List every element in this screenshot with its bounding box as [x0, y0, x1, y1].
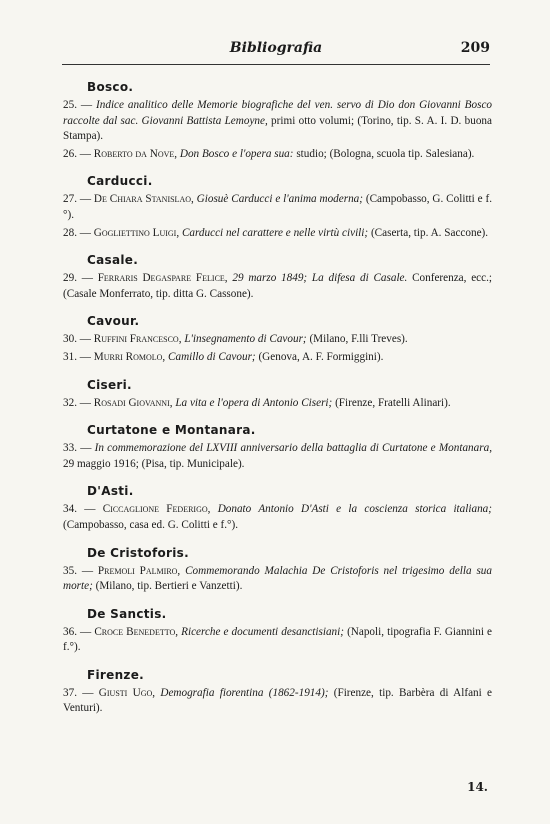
entry-publication: (Campobasso, casa ed. G. Colitti e f.°).	[63, 518, 239, 531]
entry-title: Donato Antonio D'Asti e la coscienza storica italiana;	[210, 503, 492, 516]
bibliography-entry: 34. — Ciccaglione Federigo, Donato Antonio D'Asti e la coscienza storica italiana; (Campobasso, casa ed. G. Colitti e f.°).	[63, 503, 492, 531]
entry-title: Ricerche e documenti desanctisiani;	[178, 625, 344, 638]
section-heading: Cavour.	[87, 314, 140, 329]
entry-publication: (Genova, A. F. Formiggini).	[255, 350, 384, 363]
entry-number: 31.	[63, 350, 77, 363]
entry-publication: studio; (Bologna, scuola tip. Salesiana).	[293, 147, 475, 160]
section-heading: De Sanctis.	[87, 606, 167, 621]
bibliography-list	[63, 80, 492, 729]
bibliography-entry: 25. — Indice analitico delle Memorie biografiche del ven. servo di Dio don Giovanni Bosco raccolte dal sac. Giovanni Battista Lemoyne, primi otto volumi; (Torino, tip. S. A. I. D. buona Stampa).	[63, 99, 493, 143]
entry-title: In commemorazione del LXVIII anniversario della battaglia di Curtatone e Montanara,	[94, 442, 492, 455]
entry-author: Gogliettino Luigi,	[93, 226, 180, 239]
entry-publication: (Napoli, tipografia F. Giannini e f.°).	[63, 625, 493, 654]
entry-title: Carducci nel carattere e nelle virtù civili;	[179, 226, 369, 239]
entry-publication: (Firenze, tip. Barbèra di Alfani e Venturi).	[63, 686, 493, 715]
entry-title: 29 marzo 1849; La difesa di Casale.	[227, 272, 408, 285]
bibliography-entry: 37. — Giusti Ugo, Demografia fiorentina (1862-1914); (Firenze, tip. Barbèra di Alfani e Venturi).	[63, 686, 493, 715]
entry-number: 35.	[63, 564, 77, 577]
entry-author: Rosadi Giovanni,	[93, 396, 173, 409]
section-heading: D'Asti.	[87, 484, 134, 499]
signature-mark: 14.	[467, 780, 488, 794]
entry-publication: (Campobasso, G. Colitti e f.°).	[63, 193, 493, 221]
section-heading: Bosco.	[87, 80, 134, 94]
entry-number: 30.	[63, 333, 77, 346]
page-header	[62, 40, 490, 60]
entry-number: 36.	[63, 625, 77, 638]
entry-title: Demografia fiorentina (1862-1914);	[155, 686, 329, 699]
entry-publication: Conferenza, ecc.; (Casale Monferrato, tip. ditta G. Cassone).	[63, 272, 493, 300]
entry-title: Camillo di Cavour;	[165, 350, 256, 363]
entry-number: 28.	[63, 226, 77, 239]
entry-title: Don Bosco e l'opera sua:	[177, 147, 294, 160]
entry-author: Croce Benedetto,	[94, 625, 179, 638]
section-heading: Ciseri.	[87, 377, 132, 392]
entry-author: Roberto da Nove,	[93, 147, 178, 160]
section-heading: Casale.	[87, 253, 139, 268]
running-title: Bibliografia	[229, 40, 323, 56]
entry-author: De Chiara Stanislao,	[93, 193, 194, 206]
entry-title: Commemorando Malachia De Cristoforis nel trigesimo della sua morte;	[63, 564, 492, 593]
entry-number: 25.	[63, 99, 77, 111]
entry-number: 29.	[63, 272, 77, 285]
entry-publication: (Caserta, tip. A. Saccone).	[368, 226, 489, 239]
entry-author: Ruffini Francesco,	[93, 333, 182, 346]
bibliography-entry: 28. — Gogliettino Luigi, Carducci nel carattere e nelle virtù civili; (Caserta, tip. A. Saccone).	[63, 226, 489, 239]
entry-author: Ferraris Degaspare Felice,	[97, 272, 228, 285]
entry-author: Premoli Palmiro,	[97, 564, 181, 577]
entry-publication: (Firenze, Fratelli Alinari).	[332, 396, 451, 409]
bibliography-entry: 30. — Ruffini Francesco, L'insegnamento di Cavour; (Milano, F.lli Treves).	[63, 333, 408, 346]
entry-number: 34.	[63, 503, 77, 516]
entry-publication: (Milano, F.lli Treves).	[306, 333, 408, 346]
header-rule	[62, 64, 490, 65]
section-heading: Curtatone e Montanara.	[87, 423, 256, 438]
bibliography-entry: 31. — Murri Romolo, Camillo di Cavour; (Genova, A. F. Formiggini).	[63, 350, 384, 363]
bibliography-entry: 29. — Ferraris Degaspare Felice, 29 marzo 1849; La difesa di Casale. Conferenza, ecc.; (Casale Monferrato, tip. ditta G. Cassone).	[63, 272, 493, 300]
entry-author: Ciccaglione Federigo,	[102, 503, 211, 516]
entry-number: 33.	[63, 442, 77, 455]
entry-number: 26.	[63, 147, 77, 160]
entry-author: Giusti Ugo,	[98, 686, 156, 699]
section-heading: Firenze.	[87, 667, 144, 682]
entry-title: L'insegnamento di Cavour;	[181, 333, 307, 346]
entry-number: 27.	[63, 193, 77, 206]
bibliography-entry: 27. — De Chiara Stanislao, Giosuè Carducci e l'anima moderna; (Campobasso, G. Colitti e f.°).	[63, 193, 493, 221]
entry-title: Giosuè Carducci e l'anima moderna;	[193, 193, 363, 206]
bibliography-entry: 32. — Rosadi Giovanni, La vita e l'opera di Antonio Ciseri; (Firenze, Fratelli Alinari).	[63, 396, 451, 409]
section-heading: Carducci.	[87, 174, 153, 189]
entry-publication: 29 maggio 1916; (Pisa, tip. Municipale).	[63, 457, 245, 470]
section-heading: De Cristoforis.	[87, 545, 189, 560]
bibliography-entry: 35. — Premoli Palmiro, Commemorando Malachia De Cristoforis nel trigesimo della sua morte; (Milano, tip. Bertieri e Vanzetti).	[63, 564, 492, 593]
entry-number: 37.	[63, 686, 77, 699]
entry-author: Murri Romolo,	[93, 350, 166, 363]
bibliography-entry: 36. — Croce Benedetto, Ricerche e documenti desanctisiani; (Napoli, tipografia F. Giannini e f.°).	[63, 625, 493, 654]
entry-publication: primi otto volumi; (Torino, tip. S. A. I. D. buona Stampa).	[63, 114, 492, 143]
entry-publication: (Milano, tip. Bertieri e Vanzetti).	[92, 580, 243, 593]
entry-title: La vita e l'opera di Antonio Ciseri;	[172, 396, 333, 409]
page-number: 209	[460, 40, 490, 56]
entry-number: 32.	[63, 396, 77, 409]
entry-title: Indice analitico delle Memorie biografiche del ven. servo di Dio don Giovanni Bosco raccolte dal sac. Giovanni Battista Lemoyne,	[63, 99, 493, 127]
bibliography-entry: 26. — Roberto da Nove, Don Bosco e l'opera sua: studio; (Bologna, scuola tip. Salesiana).	[63, 147, 475, 160]
bibliography-entry: 33. — In commemorazione del LXVIII anniversario della battaglia di Curtatone e Montanara, 29 maggio 1916; (Pisa, tip. Municipale).	[63, 442, 492, 470]
